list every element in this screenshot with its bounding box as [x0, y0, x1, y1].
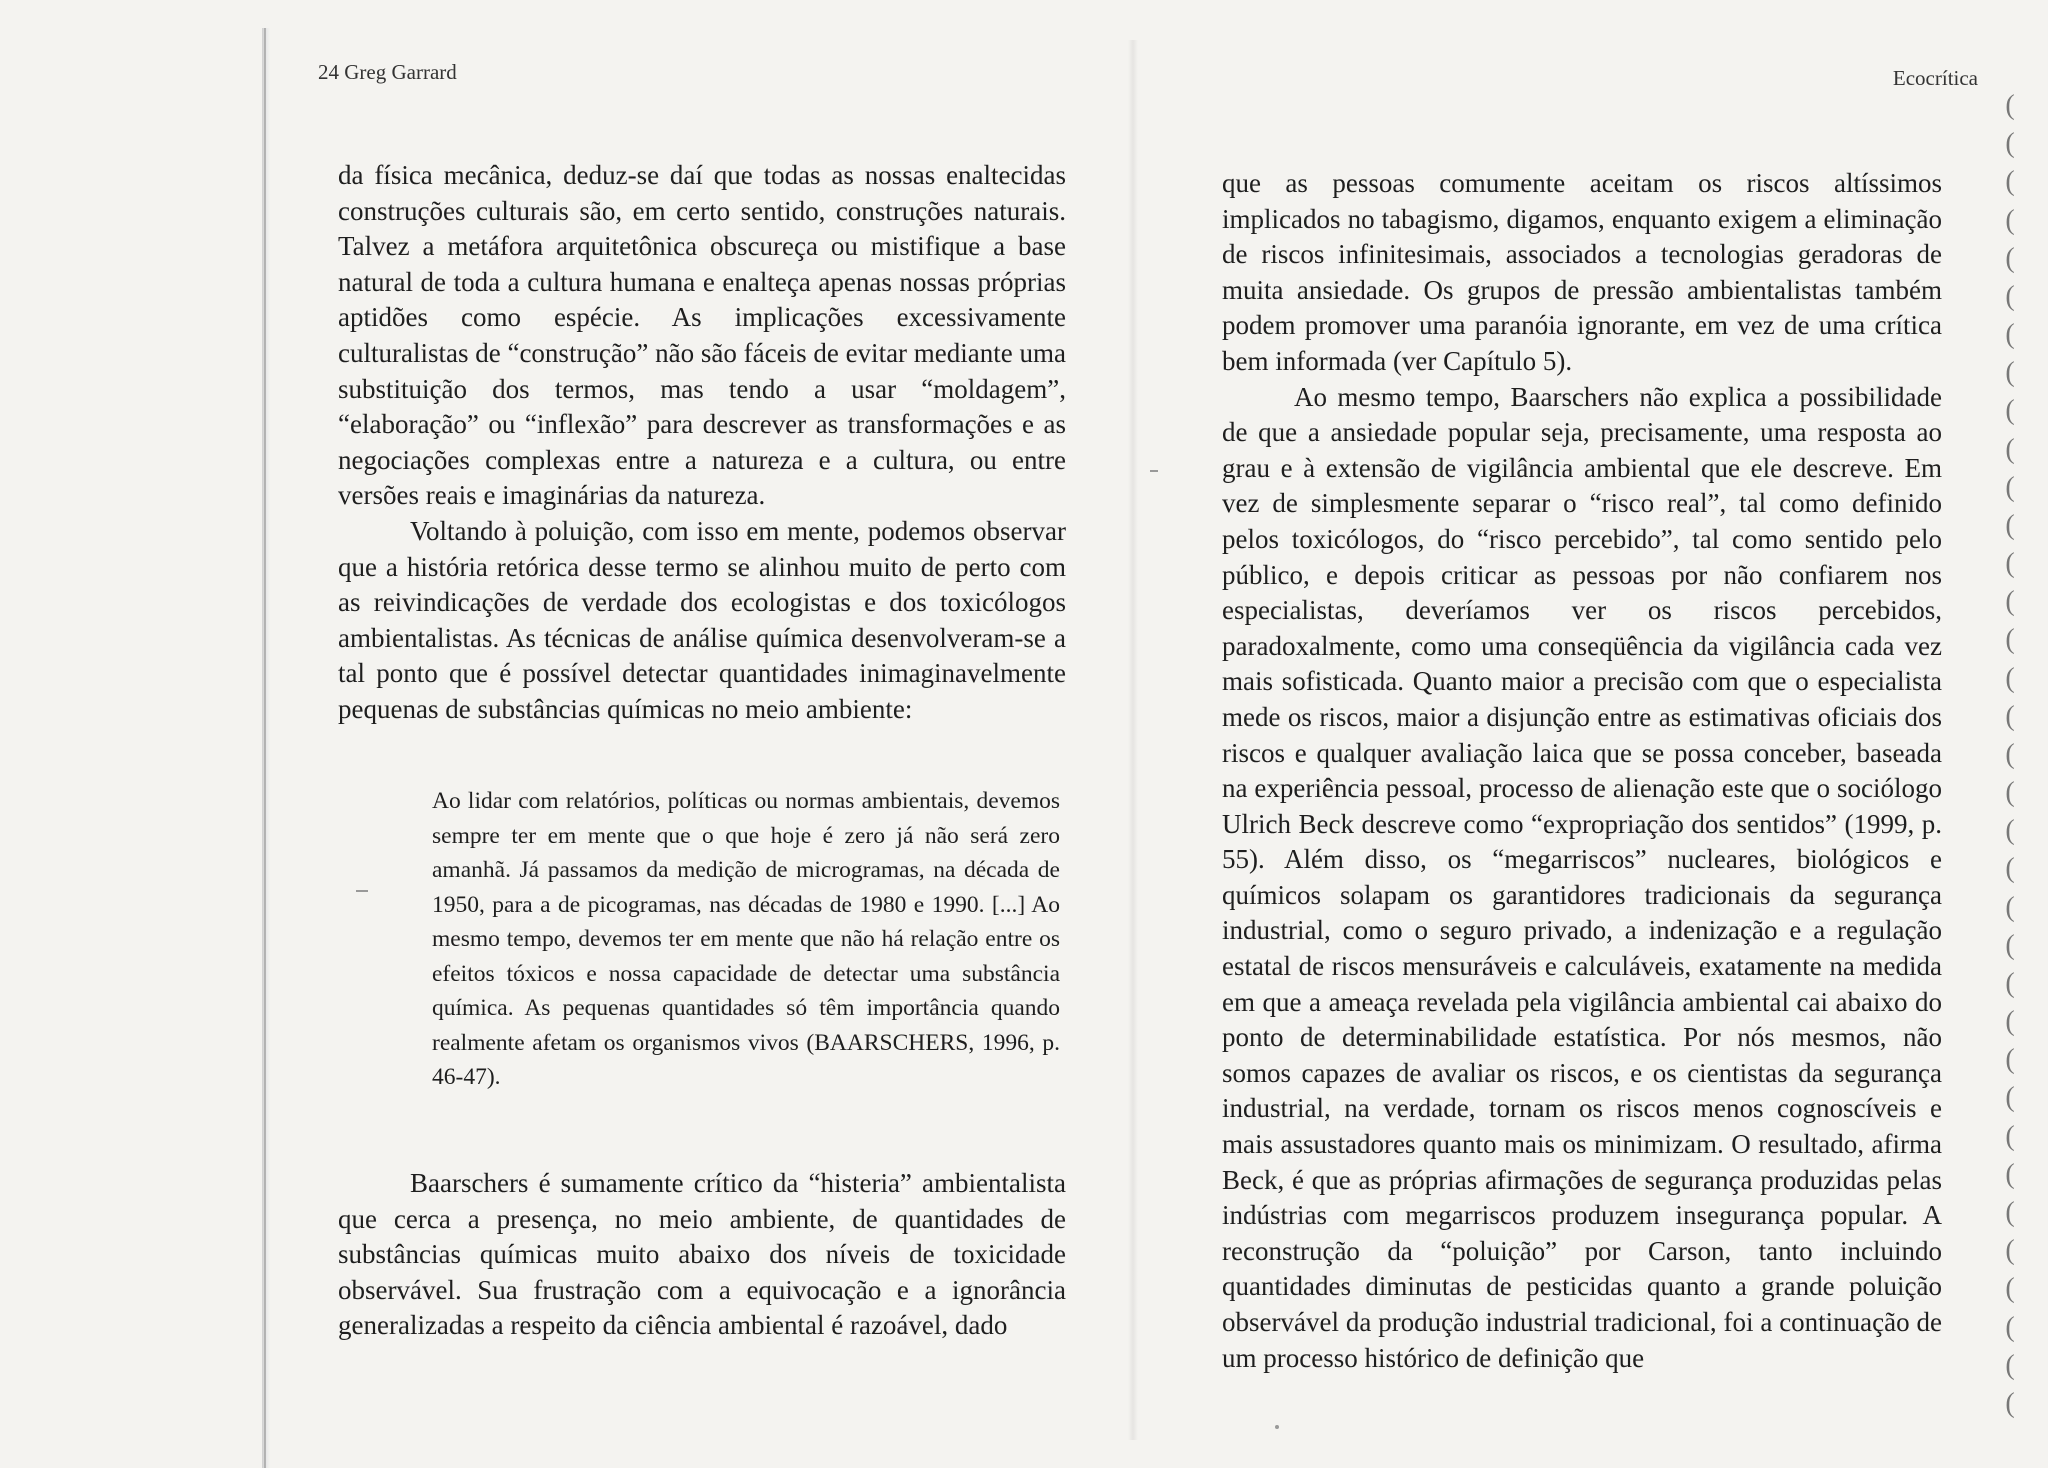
stray-mark — [356, 890, 368, 892]
edge-mark: ( — [2005, 929, 2015, 961]
binding-line — [264, 28, 266, 1468]
edge-mark: ( — [2005, 357, 2015, 389]
right-edge-page-marks — [1996, 90, 2024, 1420]
edge-mark: ( — [2005, 1196, 2015, 1228]
right-paragraph-1: que as pessoas comumente aceitam os riscos altíssimos implicados no tabagismo, digamos, enquanto exigem a eliminação de riscos infinitesimais, associados a tecnologias geradoras de muita ansiedade. Os grupos de pressão ambientalistas também podem promover uma paranóia ignorante, em vez de uma crítica bem informada (ver Capítulo 5). — [1222, 168, 1942, 376]
edge-mark: ( — [2005, 853, 2015, 885]
left-paragraph-after-quote — [338, 1166, 1066, 1344]
edge-mark: ( — [2005, 700, 2015, 732]
stray-mark — [1275, 1425, 1279, 1429]
edge-mark: ( — [2005, 662, 2015, 694]
left-paragraph-3: Baarschers é sumamente crítico da “histeria” ambientalista que cerca a presença, no meio ambiente, de quantidades de substâncias químicas muito abaixo dos níveis de toxicidade observável. Sua frustração com a equivocação e a ignorância generalizadas a respeito da ciência ambiental é razoável, dado — [338, 1168, 1066, 1341]
edge-mark: ( — [2005, 777, 2015, 809]
block-quote: Ao lidar com relatórios, políticas ou normas ambientais, devemos sempre ter em mente que o que hoje é zero já não será zero amanhã. Já passamos da medição de microgramas, na década de 1950, para a de picogramas, nas décadas de 1980 e 1990. [...] Ao mesmo tempo, devemos ter em mente que não há relação entre os efeitos tóxicos e nossa capacidade de detectar uma substância química. As pequenas quantidades só têm importância quando realmente afetam os organismos vivos (BAARSCHERS, 1996, p. 46-47). — [432, 788, 1060, 1090]
edge-mark: ( — [2005, 204, 2015, 236]
edge-mark: ( — [2005, 509, 2015, 541]
edge-mark: ( — [2005, 433, 2015, 465]
edge-mark: ( — [2005, 1082, 2015, 1114]
edge-mark: ( — [2005, 1273, 2015, 1305]
edge-mark: ( — [2005, 1120, 2015, 1152]
edge-mark: ( — [2005, 471, 2015, 503]
edge-mark: ( — [2005, 1006, 2015, 1038]
right-running-head: Ecocrítica — [1892, 66, 1978, 90]
edge-mark: ( — [2005, 967, 2015, 999]
edge-mark: ( — [2005, 242, 2015, 274]
right-paragraph-2: Ao mesmo tempo, Baarschers não explica a possibilidade de que a ansiedade popular seja, precisamente, uma resposta ao grau e à extensão de vigilância ambiental que ele descreve. Em vez de simplesmente separar o “risco real”, tal como definido pelos toxicólogos, do “risco percebido”, tal como sentido pelo público, e depois criticar as pessoas por não confiarem nos especialistas, deveríamos ver os riscos percebidos, paradoxalmente, como uma conseqüência da vigilância cada vez mais sofisticada. Quanto maior a precisão com que o especialista mede os riscos, maior a disjunção entre as estimativas oficiais dos riscos e qualquer avaliação laica que se possa conceber, baseada na experiência pessoal, processo de alienação este que o sociólogo Ulrich Beck descreve como “expropriação dos sentidos” (1999, p. 55). Além disso, os “megarriscos” nucleares, biológicos e químicos solapam os garantidores tradicionais da segurança industrial, como o seguro privado, a indenização e a regulação estatal de riscos mensuráveis e calculáveis, exatamente na medida em que a ameaça revelada pela vigilância ambiental cai abaixo do ponto de determinabilidade estatística. Por nós mesmos, não somos capazes de avaliar os riscos, e os cientistas da segurança industrial, na verdade, tornam os riscos menos cognoscíveis e mais assustadores quanto mais os minimizam. O resultado, afirma Beck, é que as próprias afirmações de segurança produzidas pelas indústrias com megarriscos produzem insegurança popular. A reconstrução da “poluição” por Carson, tanto incluindo quantidades diminutas de pesticidas quanto a grande poluição observável da produção industrial tradicional, foi a continuação de um processo histórico de definição que — [1222, 381, 1942, 1373]
edge-mark: ( — [2005, 1044, 2015, 1076]
edge-mark: ( — [2005, 90, 2015, 121]
edge-mark: ( — [2005, 1158, 2015, 1190]
edge-mark: ( — [2005, 319, 2015, 351]
center-gutter — [1128, 40, 1138, 1440]
left-page-text — [338, 158, 1066, 728]
edge-mark: ( — [2005, 815, 2015, 847]
left-running-head: 24 Greg Garrard — [318, 60, 457, 84]
edge-mark: ( — [2005, 891, 2015, 923]
edge-mark: ( — [2005, 128, 2015, 160]
left-binding-shadow — [262, 28, 270, 1468]
edge-mark: ( — [2005, 1387, 2015, 1419]
edge-mark: ( — [2005, 1311, 2015, 1343]
edge-mark: ( — [2005, 1349, 2015, 1381]
left-paragraph-2: Voltando à poluição, com isso em mente, podemos observar que a história retórica desse termo se alinhou muito de perto com as reivindicações de verdade dos ecologistas e dos toxicólogos ambientalistas. As técnicas de análise química desenvolveram-se a tal ponto que é possível detectar quantidades inimaginavelmente pequenas de substâncias químicas no meio ambiente: — [338, 515, 1066, 724]
edge-mark: ( — [2005, 738, 2015, 770]
edge-mark: ( — [2005, 624, 2015, 656]
left-paragraph-1: da física mecânica, deduz-se daí que todas as nossas enaltecidas construções culturais são, em certo sentido, construções naturais. Talvez a metáfora arquitetônica obscureça ou mistifique a base natural de toda a cultura humana e enalteça apenas nossas próprias aptidões como espécie. As implicações excessivamente culturalistas de “construção” não são fáceis de evitar mediante uma substituição dos termos, mas tendo a usar “moldagem”, “elaboração” ou “inflexão” para descrever as transformações e as negociações complexas entre a natureza e a cultura, ou entre versões reais e imaginárias da natureza. — [338, 160, 1066, 511]
edge-mark: ( — [2005, 586, 2015, 618]
edge-mark: ( — [2005, 395, 2015, 427]
edge-mark: ( — [2005, 166, 2015, 198]
edge-mark: ( — [2005, 548, 2015, 580]
right-page-text — [1222, 166, 1942, 1376]
stray-mark — [1150, 470, 1158, 472]
edge-mark: ( — [2005, 280, 2015, 312]
edge-mark: ( — [2005, 1235, 2015, 1267]
